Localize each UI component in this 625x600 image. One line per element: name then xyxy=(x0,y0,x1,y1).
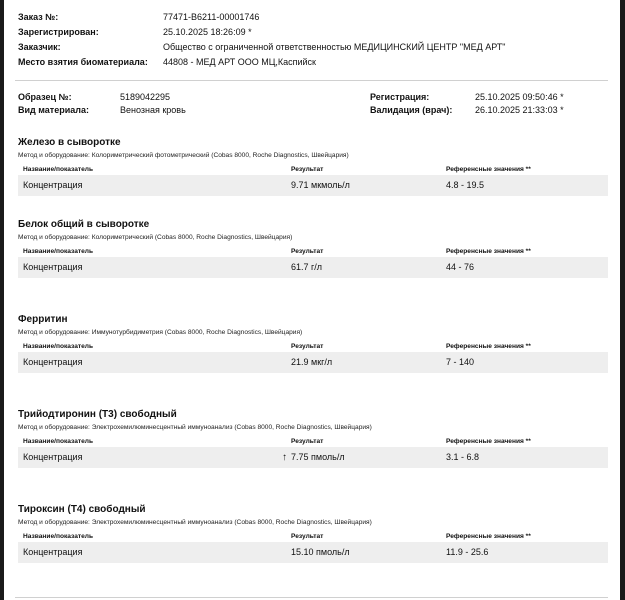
column-reference-header: Референсные значения ** xyxy=(446,343,531,350)
column-header-row xyxy=(18,531,608,542)
sample-number-value: 5189042295 xyxy=(120,92,171,102)
page-border-right xyxy=(620,0,625,600)
material-label: Вид материала: xyxy=(18,105,89,115)
column-reference-header: Референсные значения ** xyxy=(446,438,531,445)
column-name-header: Название/показатель xyxy=(23,533,94,540)
reference-range: 3.1 - 6.8 xyxy=(446,452,480,462)
order-number-label: Заказ №: xyxy=(18,12,59,22)
column-header-row xyxy=(18,436,608,447)
validation-value: 26.10.2025 21:33:03 * xyxy=(475,105,564,115)
test-section-iron xyxy=(18,137,608,196)
customer-label: Заказчик: xyxy=(18,42,61,52)
parameter-name: Концентрация xyxy=(23,180,83,190)
order-number-value: 77471-B6211-00001746 xyxy=(163,12,260,22)
parameter-name: Концентрация xyxy=(23,357,83,367)
result-value: 21.9 мкг/л xyxy=(291,357,333,367)
test-method: Метод и оборудование: Иммунотурбидиметрия (Cobas 8000, Roche Diagnostics, Швейцария) xyxy=(18,329,303,336)
result-value: 7.75 пмоль/л xyxy=(291,452,345,462)
test-method: Метод и оборудование: Электрохемилюминесцентный иммуноанализ (Cobas 8000, Roche Diagnostics, Швейцария) xyxy=(18,519,372,526)
result-value: 9.71 мкмоль/л xyxy=(291,180,350,190)
customer-value: Общество с ограниченной ответственностью МЕДИЦИНСКИЙ ЦЕНТР "МЕД АРТ" xyxy=(163,42,506,52)
test-title: Тироксин (Т4) свободный xyxy=(18,504,146,515)
sampling-site-label: Место взятия биоматериала: xyxy=(18,57,148,67)
footer-divider xyxy=(15,597,608,598)
column-header-row xyxy=(18,246,608,257)
test-section-total-protein xyxy=(18,219,608,278)
parameter-name: Концентрация xyxy=(23,547,83,557)
result-row xyxy=(18,352,608,373)
registered-label: Зарегистрирован: xyxy=(18,27,99,37)
column-reference-header: Референсные значения ** xyxy=(446,166,531,173)
test-method: Метод и оборудование: Электрохемилюминесцентный иммуноанализ (Cobas 8000, Roche Diagnostics, Швейцария) xyxy=(18,424,372,431)
registration-value: 25.10.2025 09:50:46 * xyxy=(475,92,564,102)
arrow-up-icon: ↑ xyxy=(282,452,287,463)
page-border-left xyxy=(0,0,4,600)
result-value: 15.10 пмоль/л xyxy=(291,547,350,557)
test-title: Трийодтиронин (Т3) свободный xyxy=(18,409,177,420)
parameter-name: Концентрация xyxy=(23,452,83,462)
sample-number-label: Образец №: xyxy=(18,92,72,102)
column-result-header: Результат xyxy=(291,438,324,445)
test-section-free-t4 xyxy=(18,504,608,563)
column-result-header: Результат xyxy=(291,248,324,255)
test-title: Железо в сыворотке xyxy=(18,137,121,148)
header-divider xyxy=(15,80,608,81)
test-method: Метод и оборудование: Колориметрический (Cobas 8000, Roche Diagnostics, Швейцария) xyxy=(18,234,293,241)
column-result-header: Результат xyxy=(291,343,324,350)
test-section-ferritin xyxy=(18,314,608,373)
material-value: Венозная кровь xyxy=(120,105,186,115)
column-header-row xyxy=(18,341,608,352)
column-reference-header: Референсные значения ** xyxy=(446,533,531,540)
test-method: Метод и оборудование: Колориметрический фотометрический (Cobas 8000, Roche Diagnostics, Швейцария) xyxy=(18,152,349,159)
column-name-header: Название/показатель xyxy=(23,166,94,173)
test-title: Ферритин xyxy=(18,314,68,325)
result-row xyxy=(18,175,608,196)
validation-label: Валидация (врач): xyxy=(370,105,453,115)
reference-range: 7 - 140 xyxy=(446,357,475,367)
result-row xyxy=(18,542,608,563)
registration-label: Регистрация: xyxy=(370,92,430,102)
column-name-header: Название/показатель xyxy=(23,343,94,350)
column-header-row xyxy=(18,164,608,175)
reference-range: 44 - 76 xyxy=(446,262,475,272)
column-reference-header: Референсные значения ** xyxy=(446,248,531,255)
sampling-site-value: 44808 - МЕД АРТ ООО МЦ,Каспийск xyxy=(163,57,316,67)
column-result-header: Результат xyxy=(291,166,324,173)
test-title: Белок общий в сыворотке xyxy=(18,219,150,230)
registered-value: 25.10.2025 18:26:09 * xyxy=(163,27,252,37)
result-row xyxy=(18,257,608,278)
result-value: 61.7 г/л xyxy=(291,262,323,272)
reference-range: 4.8 - 19.5 xyxy=(446,180,485,190)
column-name-header: Название/показатель xyxy=(23,438,94,445)
test-section-free-t3 xyxy=(18,409,608,468)
column-result-header: Результат xyxy=(291,533,324,540)
result-row xyxy=(18,447,608,468)
reference-range: 11.9 - 25.6 xyxy=(446,547,489,557)
column-name-header: Название/показатель xyxy=(23,248,94,255)
parameter-name: Концентрация xyxy=(23,262,83,272)
